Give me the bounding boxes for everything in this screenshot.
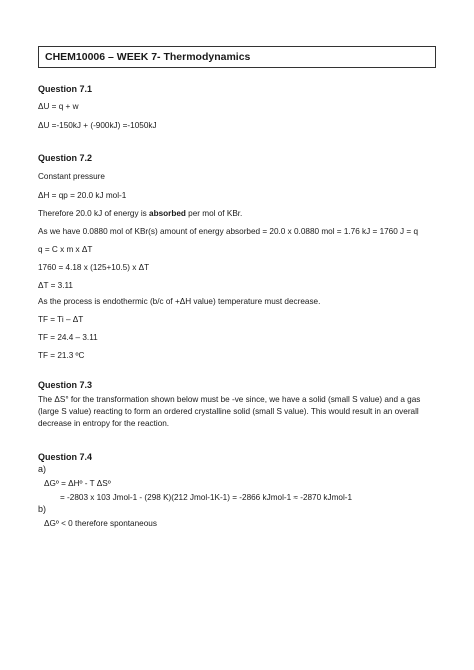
q74-part-a-equation: ΔGº = ΔHº - T ΔSº bbox=[44, 479, 111, 488]
q71-equation: ΔU = q + w bbox=[38, 102, 79, 111]
q74-part-b-label: b) bbox=[38, 504, 47, 514]
q74-part-b-answer: ΔGº < 0 therefore spontaneous bbox=[44, 519, 157, 528]
question-7-1-heading: Question 7.1 bbox=[38, 84, 93, 94]
q72-line-3-end: per mol of KBr. bbox=[185, 209, 243, 218]
q72-line-3-bold: absorbed bbox=[149, 209, 186, 218]
question-7-3-heading: Question 7.3 bbox=[38, 380, 93, 390]
q72-line-3-start: Therefore 20.0 kJ of energy is bbox=[38, 209, 150, 218]
question-7-2-heading: Question 7.2 bbox=[38, 153, 93, 163]
q73-paragraph: The ΔS° for the transformation shown below must be -ve since, we have a solid (small S value) and a gas (large S value) reacting to form an ordered crystalline solid (small S value). This would result in an overall decrease in entropy for the reaction. bbox=[38, 395, 421, 428]
q72-line-8: As the process is endothermic (b/c of +ΔH value) temperature must decrease. bbox=[38, 297, 321, 306]
q72-line-7: ΔT = 3.11 bbox=[38, 281, 73, 290]
q74-part-a-label: a) bbox=[38, 464, 47, 474]
q72-line-6: 1760 = 4.18 x (125+10.5) x ΔT bbox=[38, 263, 150, 272]
q71-calculation: ΔU =-150kJ + (-900kJ) =-1050kJ bbox=[38, 121, 157, 130]
q72-line-11: TF = 21.3 ºC bbox=[38, 351, 85, 360]
q72-line-9: TF = Ti – ΔT bbox=[38, 315, 84, 324]
q72-line-10: TF = 24.4 – 3.11 bbox=[38, 333, 98, 342]
q72-line-1: Constant pressure bbox=[38, 172, 105, 181]
q72-line-2: ΔH = qp = 20.0 kJ mol-1 bbox=[38, 191, 127, 200]
q72-line-5: q = C x m x ΔT bbox=[38, 245, 93, 254]
q72-line-3 bbox=[38, 208, 242, 219]
question-7-4-heading: Question 7.4 bbox=[38, 452, 93, 462]
document-title: CHEM10006 – WEEK 7- Thermodynamics bbox=[38, 46, 436, 68]
q72-line-4: As we have 0.0880 mol of KBr(s) amount of energy absorbed = 20.0 x 0.0880 mol = 1.76 kJ = 1760 J = q bbox=[38, 227, 419, 236]
q74-part-a-calculation: = -2803 x 103 Jmol-1 - (298 K)(212 Jmol-1K-1) = -2866 kJmol-1 ≈ -2870 kJmol-1 bbox=[60, 493, 353, 502]
